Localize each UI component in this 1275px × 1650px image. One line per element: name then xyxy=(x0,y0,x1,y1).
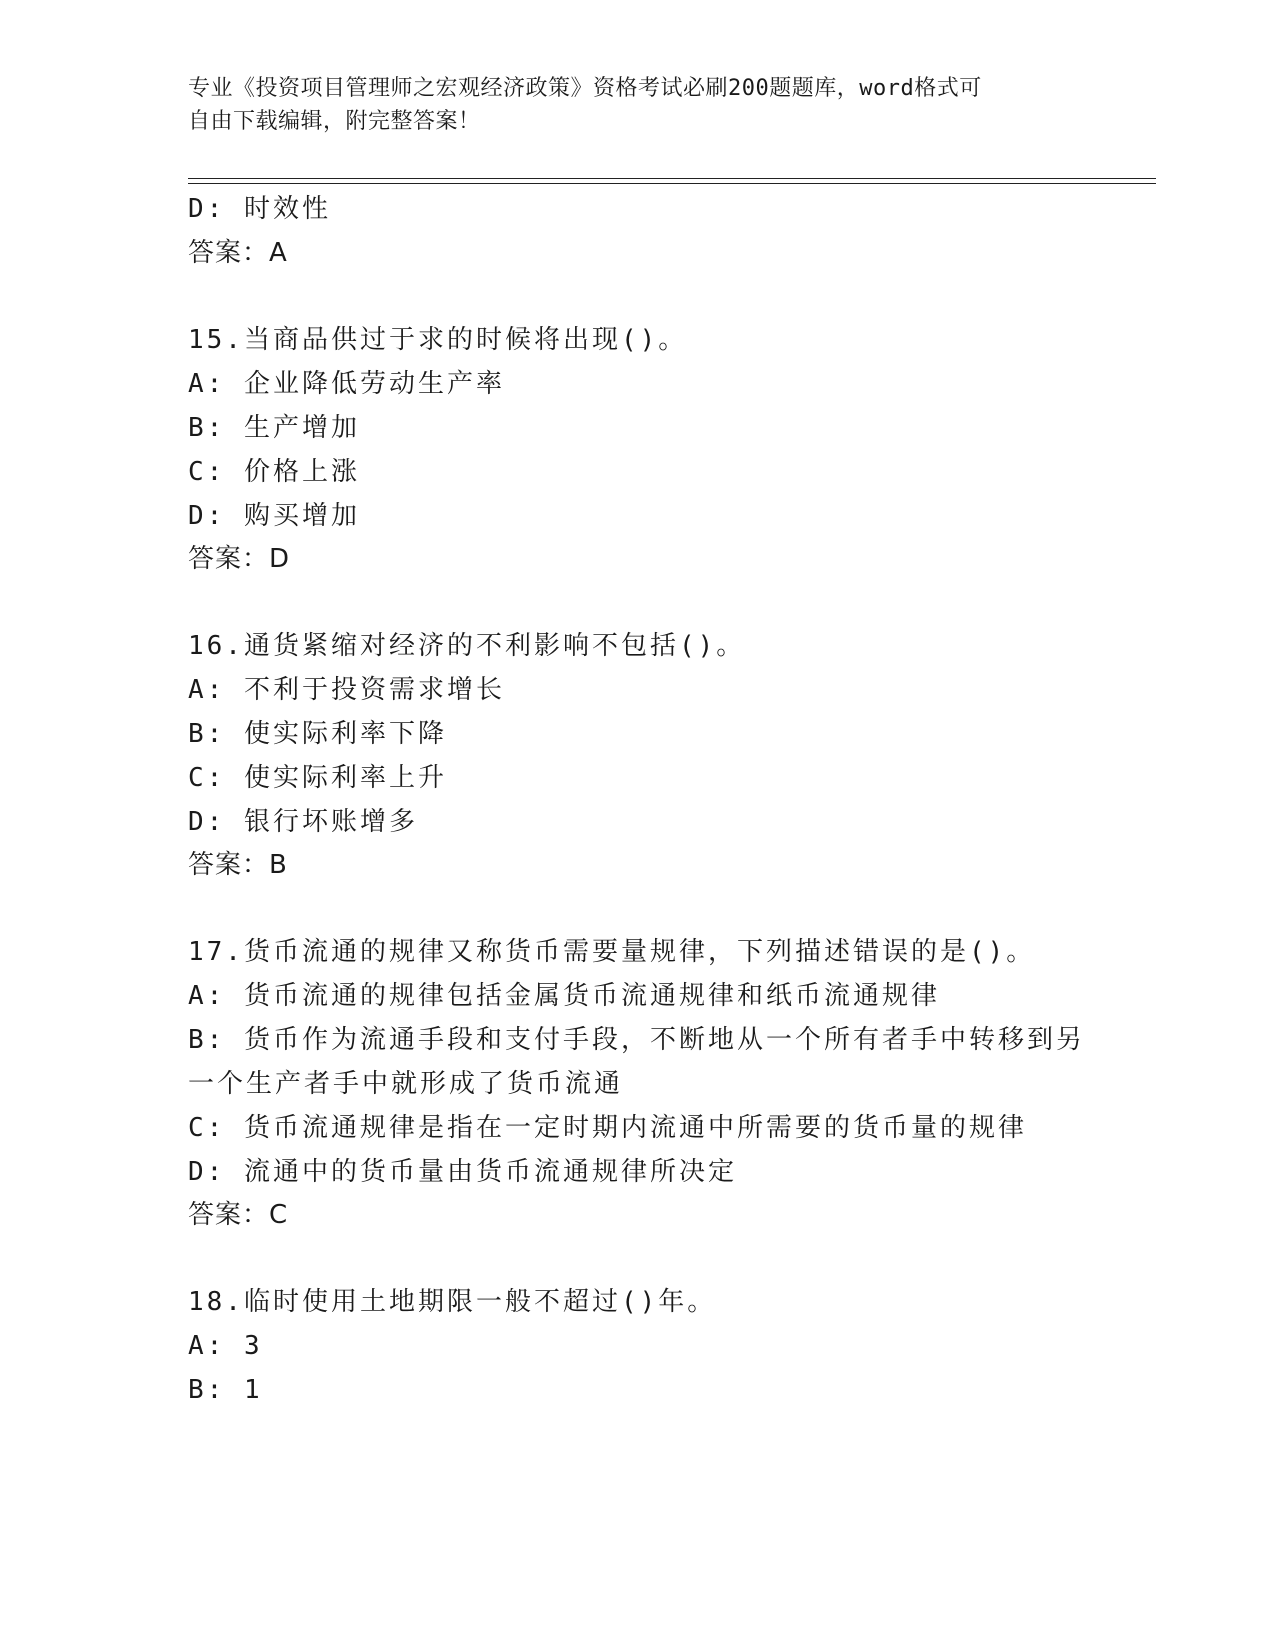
question-18-text: 18.临时使用土地期限一般不超过()年。 xyxy=(188,1287,717,1317)
question-15-option-c: C: 价格上涨 xyxy=(188,457,360,487)
question-16-text: 16.通货紧缩对经济的不利影响不包括()。 xyxy=(188,631,746,661)
question-18-option-a: A: 3 xyxy=(188,1331,263,1361)
question-17-text: 17.货币流通的规律又称货币需要量规律，下列描述错误的是()。 xyxy=(188,937,1036,967)
question-17-option-d: D: 流通中的货币量由货币流通规律所决定 xyxy=(188,1157,737,1187)
header-divider-top xyxy=(188,178,1156,179)
header-divider-bottom xyxy=(188,183,1156,184)
question-15-answer: 答案：D xyxy=(188,544,291,574)
question-15-text: 15.当商品供过于求的时候将出现()。 xyxy=(188,325,688,355)
question-17-option-a: A: 货币流通的规律包括金属货币流通规律和纸币流通规律 xyxy=(188,981,940,1011)
question-15-option-a: A: 企业降低劳动生产率 xyxy=(188,369,505,399)
question-15-option-b: B: 生产增加 xyxy=(188,413,360,443)
question-16-option-a: A: 不利于投资需求增长 xyxy=(188,675,505,705)
document-header xyxy=(188,72,1088,138)
question-16-option-d: D: 银行坏账增多 xyxy=(188,807,418,837)
prev-answer: 答案：A xyxy=(188,238,288,268)
question-18-option-b: B: 1 xyxy=(188,1375,263,1405)
question-16-option-c: C: 使实际利率上升 xyxy=(188,763,447,793)
header-line-2: 自由下载编辑，附完整答案！ xyxy=(188,109,481,134)
question-16-option-b: B: 使实际利率下降 xyxy=(188,719,447,749)
question-16-answer: 答案：B xyxy=(188,850,288,880)
question-17-option-b-line-1: B: 货币作为流通手段和支付手段，不断地从一个所有者手中转移到另 xyxy=(188,1025,1085,1055)
question-15-option-d: D: 购买增加 xyxy=(188,501,360,531)
header-line-1: 专业《投资项目管理师之宏观经济政策》资格考试必刷200题题库，word格式可 xyxy=(188,76,982,101)
question-17-option-c: C: 货币流通规律是指在一定时期内流通中所需要的货币量的规律 xyxy=(188,1113,1027,1143)
question-17-answer: 答案：C xyxy=(188,1200,289,1230)
question-17-option-b-line-2: 一个生产者手中就形成了货币流通 xyxy=(188,1069,624,1099)
prev-option-d: D: 时效性 xyxy=(188,194,331,224)
